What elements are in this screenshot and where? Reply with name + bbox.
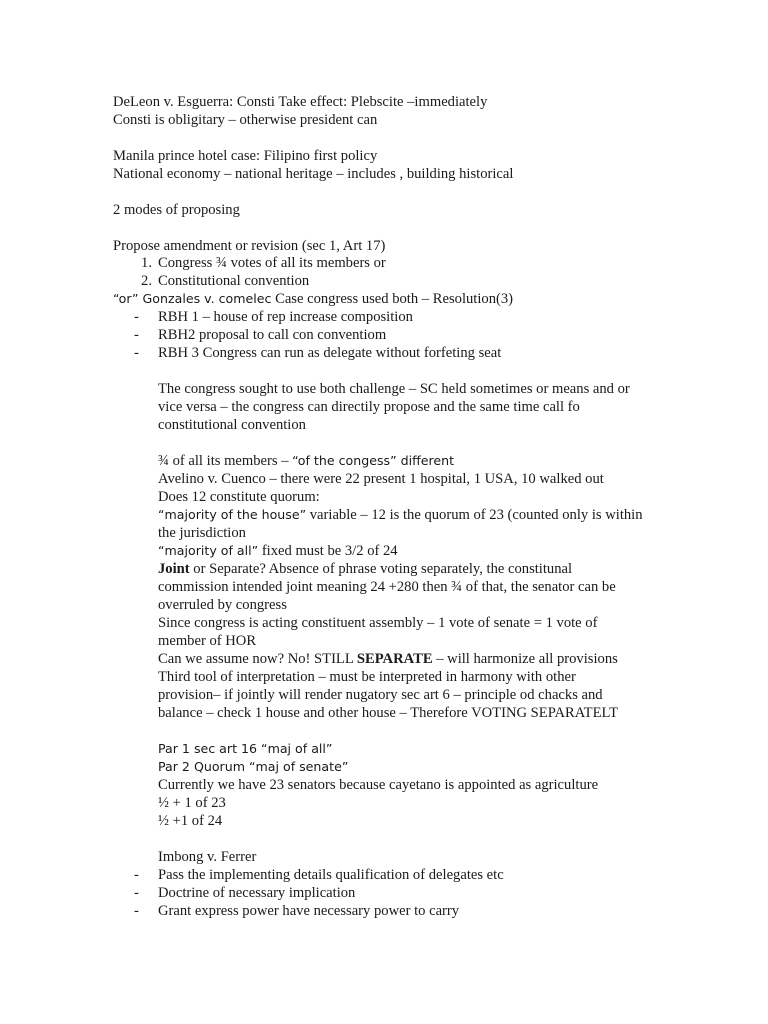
line-quorum-question: Does 12 constitute quorum: xyxy=(158,489,320,505)
of-the-congess-label: “of the congess” different xyxy=(292,453,455,468)
line-national-economy: National economy – national heritage – includes , building historical xyxy=(113,166,514,182)
list-item: RBH2 proposal to call con conventiom xyxy=(158,327,387,343)
line-manila-prince: Manila prince hotel case: Filipino first policy xyxy=(113,148,378,164)
harmonize-text: – will harmonize all provisions xyxy=(432,651,618,667)
line-overruled: overruled by congress xyxy=(158,597,287,613)
list-item: RBH 3 Congress can run as delegate without forfeting seat xyxy=(158,345,502,361)
list-item: Pass the implementing details qualification of delegates etc xyxy=(158,867,504,883)
list-item: Congress ¾ votes of all its members or xyxy=(158,255,386,271)
line-currently: Currently we have 23 senators because cayetano is appointed as agriculture xyxy=(158,777,599,793)
line-par-1: Par 1 sec art 16 “maj of all” xyxy=(158,741,333,756)
gonzales-text: Case congress used both – Resolution(3) xyxy=(271,291,514,307)
line-constituent-assembly: Since congress is acting constituent assembly – 1 vote of senate = 1 vote of xyxy=(158,615,598,631)
line-modes-heading: 2 modes of proposing xyxy=(113,202,240,218)
line-propose-amendment: Propose amendment or revision (sec 1, Art 17) xyxy=(113,238,386,254)
line-balance: balance – check 1 house and other house – Therefore VOTING SEPARATELT xyxy=(158,705,619,721)
bullet-dash: - xyxy=(134,903,139,919)
bullet-dash: - xyxy=(134,867,139,883)
line-provision: provision– if jointly will render nugatory sec art 6 – principle od chacks and xyxy=(158,687,603,703)
line-avelino: Avelino v. Cuenco – there were 22 present 1 hospital, 1 USA, 10 walked out xyxy=(158,471,604,487)
list-number: 1. xyxy=(141,255,152,271)
line-con-convention: constitutional convention xyxy=(158,417,306,433)
gonzales-label: “or” Gonzales v. comelec xyxy=(113,291,272,306)
list-item: Doctrine of necessary implication xyxy=(158,885,356,901)
line-commission: commission intended joint meaning 24 +280 then ¾ of that, the senator can be xyxy=(158,579,616,595)
joint-text: or Separate? Absence of phrase voting separately, the constitunal xyxy=(189,561,573,577)
list-item: Constitutional convention xyxy=(158,273,310,289)
line-assume-now xyxy=(158,650,618,668)
joint-bold: Joint xyxy=(158,561,190,577)
line-member-hor: member of HOR xyxy=(158,633,257,649)
separate-bold: SEPARATE xyxy=(356,651,433,667)
bullet-dash: - xyxy=(134,327,139,343)
line-congress-sought: The congress sought to use both challenge – SC held sometimes or means and or xyxy=(158,381,630,397)
line-gonzales xyxy=(113,290,513,308)
line-par-2: Par 2 Quorum “maj of senate” xyxy=(158,759,349,774)
bullet-dash: - xyxy=(134,345,139,361)
bullet-dash: - xyxy=(134,885,139,901)
majority-house-label: “majority of the house” xyxy=(158,507,307,522)
list-item: Grant express power have necessary power to carry xyxy=(158,903,460,919)
line-vice-versa: vice versa – the congress can directily propose and the same time call fo xyxy=(158,399,580,415)
line-half-23: ½ + 1 of 23 xyxy=(158,795,226,811)
list-item: RBH 1 – house of rep increase composition xyxy=(158,309,413,325)
three-quarters-text: ¾ of all its members – xyxy=(158,453,293,469)
assume-text: Can we assume now? No! STILL xyxy=(158,651,357,667)
majority-all-label: “majority of all” xyxy=(158,543,259,558)
majority-all-text: fixed must be 3/2 of 24 xyxy=(258,543,398,559)
list-number: 2. xyxy=(141,273,152,289)
line-deleon: DeLeon v. Esguerra: Consti Take effect: Plebscite –immediately xyxy=(113,94,488,110)
line-imbong: Imbong v. Ferrer xyxy=(158,849,257,865)
line-majority-all xyxy=(158,542,398,560)
line-half-24: ½ +1 of 24 xyxy=(158,813,223,829)
line-three-quarters xyxy=(158,452,454,470)
bullet-dash: - xyxy=(134,309,139,325)
line-jurisdiction: the jurisdiction xyxy=(158,525,246,541)
line-majority-house xyxy=(158,506,643,524)
line-joint-separate xyxy=(158,560,572,578)
line-consti-obligatory: Consti is obligitary – otherwise president can xyxy=(113,112,378,128)
line-third-tool: Third tool of interpretation – must be interpreted in harmony with other xyxy=(158,669,576,685)
majority-house-text: variable – 12 is the quorum of 23 (counted only is within xyxy=(306,507,643,523)
